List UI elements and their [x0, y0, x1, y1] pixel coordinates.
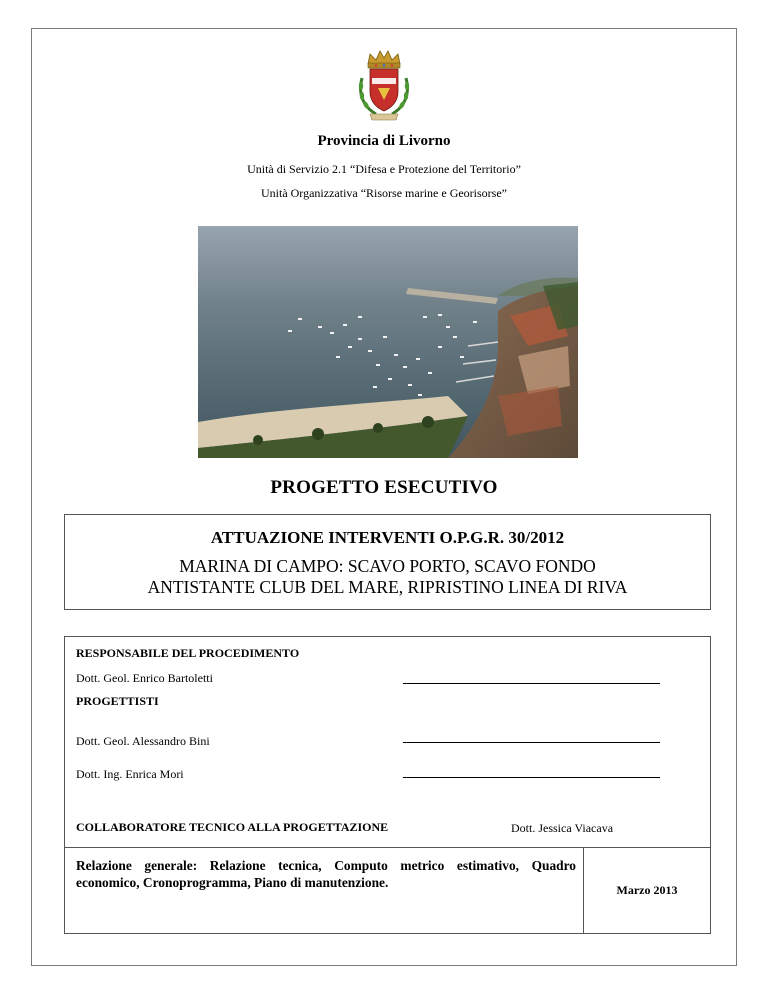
signature-line-designer-1	[403, 742, 660, 743]
aerial-harbor-photo	[198, 226, 578, 458]
responsible-name: Dott. Geol. Enrico Bartoletti	[76, 671, 213, 685]
project-title	[65, 556, 710, 598]
responsible-label: RESPONSABILE DEL PROCEDIMENTO	[76, 646, 300, 660]
signature-line-responsible	[403, 683, 660, 684]
coat-of-arms-icon	[356, 48, 412, 124]
designer-name-1: Dott. Geol. Alessandro Bini	[76, 734, 210, 748]
designer-name-2: Dott. Ing. Enrica Mori	[76, 767, 184, 781]
organizational-unit: Unità Organizzativa “Risorse marine e Georisorse”	[260, 186, 508, 200]
collaborator-name: Dott. Jessica Viacava	[511, 821, 614, 835]
document-type: PROGETTO ESECUTIVO	[270, 477, 498, 498]
project-title-line-1: MARINA DI CAMPO: SCAVO PORTO, SCAVO FONDO	[179, 556, 596, 576]
report-contents: Relazione generale: Relazione tecnica, Computo metrico estimativo, Quadro economico, Cronoprogramma, Piano di manutenzione.	[76, 858, 576, 890]
service-unit: Unità di Servizio 2.1 “Difesa e Protezione del Territorio”	[247, 162, 521, 176]
signature-line-designer-2	[403, 777, 660, 778]
document-date: Marzo 2013	[616, 883, 678, 897]
people-box	[64, 636, 711, 934]
collaborator-label: COLLABORATORE TECNICO ALLA PROGETTAZIONE	[76, 820, 389, 834]
project-title-line-2: ANTISTANTE CLUB DEL MARE, RIPRISTINO LINEA DI RIVA	[147, 577, 628, 597]
designers-label: PROGETTISTI	[76, 694, 159, 708]
project-reference: ATTUAZIONE INTERVENTI O.P.G.R. 30/2012	[210, 528, 565, 547]
organization-name: Provincia di Livorno	[317, 133, 451, 149]
divider-horizontal	[65, 847, 710, 848]
project-box	[64, 514, 711, 610]
